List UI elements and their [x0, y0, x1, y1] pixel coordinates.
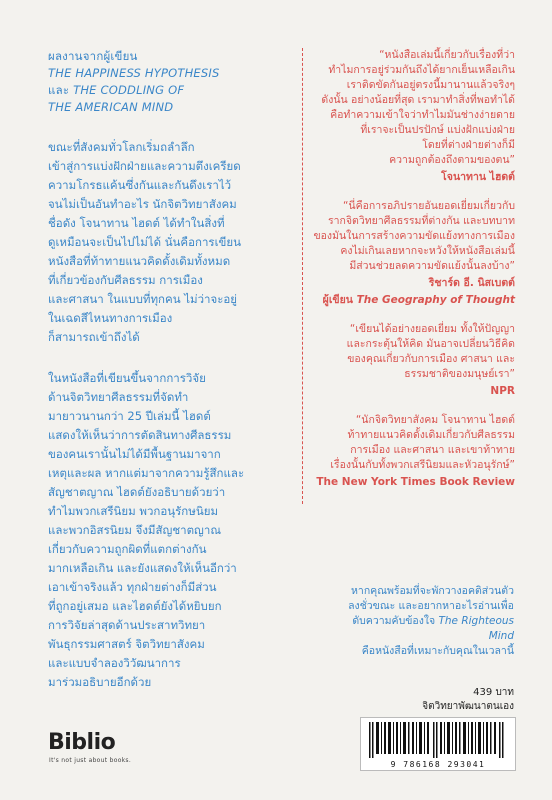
- paragraph-line: สัญชาตญาณ ไฮดต์ยังอธิบายด้วยว่า: [48, 485, 226, 499]
- quote-line: ความถูกต้องถึงตามของตน”: [389, 154, 515, 166]
- quote-line: “นี่คือการอภิปรายอันยอดเยี่ยมเกี่ยวกับ: [342, 200, 515, 212]
- quote-line: เราติดขัดกันอยู่ตรงนี้มานานแล้วจริงๆ: [346, 79, 515, 91]
- author-intro: [48, 48, 288, 116]
- quote-source-title: [313, 293, 515, 308]
- paragraph-line: ในหนังสือที่เขียนขึ้นจากการวิจัย: [48, 371, 206, 385]
- publisher-tagline: It's not just about books.: [49, 757, 132, 764]
- quote-line: โดยที่ต่างฝ่ายต่างก็มี: [422, 139, 515, 151]
- isbn-number: 9 786168 293041: [390, 760, 486, 769]
- barcode: [360, 717, 516, 771]
- pitch-line: [330, 614, 514, 644]
- paragraph-line: ในเฉดสีไหนทางการเมือง: [48, 311, 173, 325]
- source-title-prefix: ผู้เขียน: [322, 294, 357, 306]
- paragraph-line: ที่เกี่ยวข้องกับศีลธรรม การเมือง: [48, 273, 203, 287]
- review-quote-haidt: [303, 48, 515, 185]
- price: 439 บาท: [473, 687, 514, 698]
- quote-line: และกระตุ้นให้คิด มันอาจเปลี่ยนวิธีคิด: [346, 338, 515, 350]
- quote-line: ที่เราจะเป็นปรปักษ์ แบ่งฝักแบ่งฝ่าย: [360, 124, 515, 136]
- paragraph-line: มาร่วมอธิบายอีกด้วย: [48, 675, 152, 689]
- barcode-bars: [367, 722, 509, 758]
- paragraph-line: ที่ถูกอยู่เสมอ และไฮดต์ยังได้หยิบยก: [48, 599, 222, 613]
- pitch-prefix: ดับความคับข้องใจ: [352, 615, 439, 627]
- paragraph-line: มากเหลือเกิน และยังแสดงให้เห็นอีกว่า: [48, 561, 237, 575]
- quote-line: มีส่วนช่วยลดความขัดแย้งนั้นลงบ้าง”: [349, 260, 515, 272]
- and-word: และ: [48, 83, 70, 97]
- paragraph-line: ความโกรธแค้นซึ่งกันและกันดึงเราไว้: [48, 178, 232, 192]
- paragraph-line: เหตุและผล หากแต่มาจากความรู้สึกและ: [48, 466, 245, 480]
- category: จิตวิทยาพัฒนาตนเอง: [422, 701, 514, 712]
- quote-line: ธรรมชาติของมนุษย์เรา”: [404, 368, 515, 380]
- paragraph-line: มายาวนานกว่า 25 ปีเล่มนี้ ไฮดต์: [48, 409, 211, 423]
- pitch-line: หากคุณพร้อมที่จะพักวางอคติส่วนตัว: [351, 585, 514, 597]
- quote-source: NPR: [490, 385, 515, 397]
- paragraph-line: เอาเข้าจริงแล้ว ทุกฝ่ายต่างก็มีส่วน: [48, 580, 217, 594]
- paragraph-line: พันธุกรรมศาสตร์ จิตวิทยาสังคม: [48, 637, 205, 651]
- quote-line: ท้าทายแนวคิดดั้งเดิมเกี่ยวกับศีลธรรม: [347, 429, 515, 441]
- paragraph-line: จนไม่เป็นอันทำอะไร นักจิตวิทยาสังคม: [48, 197, 237, 211]
- quote-line: “หนังสือเล่มนี้เกี่ยวกับเรื่องที่ว่า: [379, 49, 515, 61]
- paragraph-line: และแบบจำลองวิวัฒนาการ: [48, 656, 181, 670]
- paragraph-line: และศาสนา ในแบบที่ทุกคน ไม่ว่าจะอยู่: [48, 292, 238, 306]
- book-title-righteous-mind: The Righteous Mind: [438, 615, 514, 642]
- book-title-coddling-1: THE CODDLING OF: [73, 83, 185, 97]
- quote-line: คงไม่เกินเลยหากจะหวังให้หนังสือเล่มนี้: [340, 245, 515, 257]
- quote-line: รากจิตวิทยาศีลธรรมที่ต่างกัน และบทบาท: [328, 215, 515, 227]
- quote-source: ริชาร์ด อี. นิสเบตต์: [428, 277, 515, 289]
- book-title-happiness: THE HAPPINESS HYPOTHESIS: [48, 66, 220, 80]
- paragraph-line: และพวกอิสรนิยม จึงมีสัญชาตญาณ: [48, 523, 221, 537]
- quote-line: คือทำความเข้าใจว่าทำไมมันช่างง่ายดาย: [330, 109, 515, 121]
- left-column: [48, 48, 288, 692]
- pitch-line: คือหนังสือที่เหมาะกับคุณในเวลานี้: [361, 645, 514, 657]
- quote-source: โจนาทาน ไฮดต์: [441, 171, 515, 183]
- paragraph-line: ของคนเรานั้นไม่ได้มีพื้นฐานมาจาก: [48, 447, 221, 461]
- description-paragraph-1: [48, 138, 288, 347]
- paragraph-line: ทำไมพวกเสรีนิยม พวกอนุรักษนิยม: [48, 504, 219, 518]
- paragraph-line: ก็สามารถเข้าถึงได้: [48, 330, 140, 344]
- review-quote-npr: [303, 322, 515, 399]
- pitch-line: ลงชั่วขณะ และอยากหาอะไรอ่านเพื่อ: [348, 600, 514, 612]
- paragraph-line: ดูเหมือนจะเป็นไปไม่ได้ นั่นคือการเขียน: [48, 235, 242, 249]
- quote-source: The New York Times Book Review: [316, 476, 515, 488]
- paragraph-line: เข้าสู่การแบ่งฝักฝ่ายและความตึงเครียด: [48, 159, 241, 173]
- publisher-logo: Biblio: [48, 730, 116, 755]
- quote-line: ดังนั้น อย่างน้อยที่สุด เรามาทำสิ่งที่พอทำได้: [321, 94, 515, 106]
- closing-pitch: [330, 584, 514, 659]
- quote-line: ของคุณเกี่ยวกับการเมือง ศาสนา และ: [347, 353, 515, 365]
- author-intro-line: ผลงานจากผู้เขียน: [48, 49, 138, 63]
- paragraph-line: การวิจัยล่าสุดด้านประสาทวิทยา: [48, 618, 206, 632]
- paragraph-line: แสดงให้เห็นว่าการตัดสินทางศีลธรรม: [48, 428, 232, 442]
- review-quote-nisbett: [303, 199, 515, 308]
- book-title-coddling-2: THE AMERICAN MIND: [48, 100, 174, 114]
- quote-line: “เขียนได้อย่างยอดเยี่ยม ทั้งให้ปัญญา: [349, 323, 515, 335]
- quote-line: ของมันในการสร้างความขัดแย้งทางการเมือง: [313, 230, 515, 242]
- price-block: [360, 686, 514, 714]
- paragraph-line: ขณะที่สังคมทั่วโลกเริ่มถลำลึก: [48, 140, 195, 154]
- paragraph-line: เกี่ยวกับความถูกผิดที่แตกต่างกัน: [48, 542, 207, 556]
- quote-line: เรื่องนั้นกับทั้งพวกเสรีนิยมและหัวอนุรักษ์”: [330, 459, 515, 471]
- quote-line: ทำไมการอยู่ร่วมกันถึงได้ยากเย็นเหลือเกิน: [328, 64, 515, 76]
- source-book-title: The Geography of Thought: [356, 294, 515, 306]
- author-intro-and: [48, 82, 288, 99]
- paragraph-line: ด้านจิตวิทยาศีลธรรมที่จัดทำ: [48, 390, 189, 404]
- paragraph-line: ชื่อดัง โจนาทาน ไฮดต์ ได้ทำในสิ่งที่: [48, 216, 225, 230]
- description-paragraph-2: [48, 369, 288, 692]
- quote-line: การเมือง และศาสนา และเขาท้าทาย: [350, 444, 515, 456]
- review-quote-nytimes: [303, 413, 515, 490]
- quote-line: “นักจิตวิทยาสังคม โจนาทาน ไฮดต์: [355, 414, 515, 426]
- paragraph-line: หนังสือที่ท้าทายแนวคิดดั้งเดิมทั้งหมด: [48, 254, 231, 268]
- review-quotes-column: [302, 48, 515, 504]
